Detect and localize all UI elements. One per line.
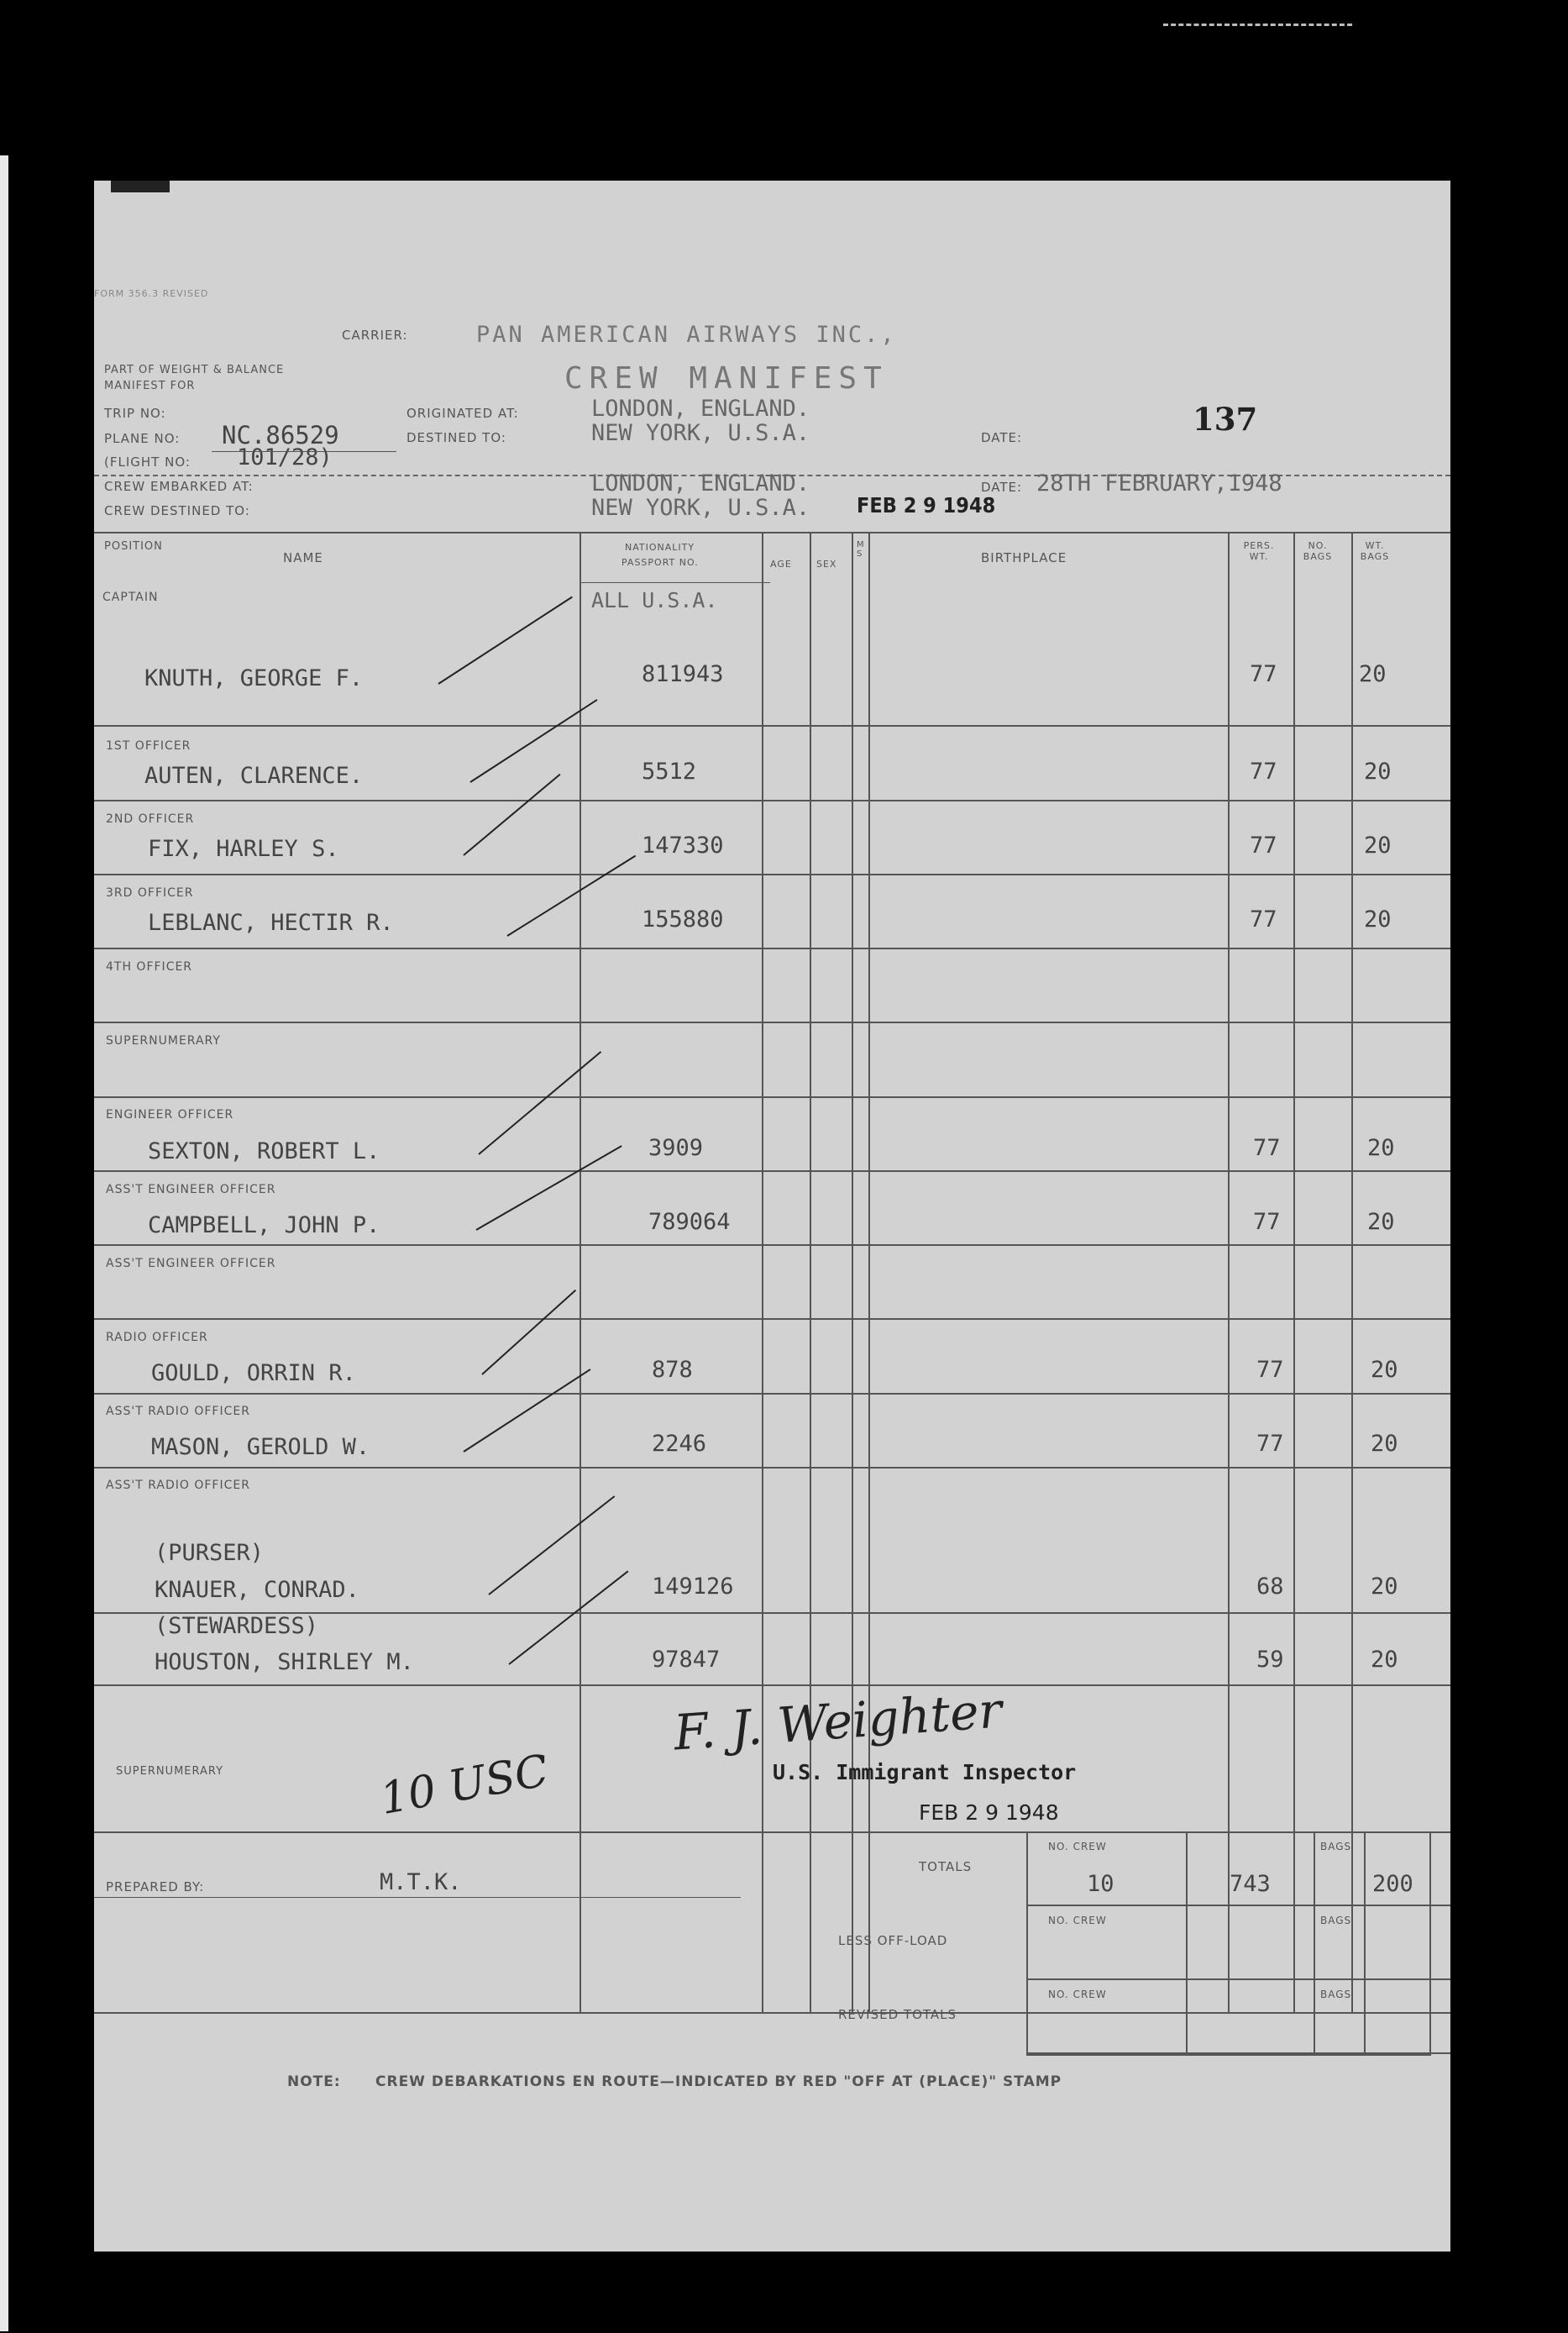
form-number: FORM 356.3 REVISED [94, 288, 209, 299]
position-label: ASS'T ENGINEER OFFICER [106, 1257, 276, 1270]
note-text: CREW DEBARKATIONS EN ROUTE—INDICATED BY RED "OFF AT (PLACE)" STAMP [375, 2073, 1062, 2090]
col-no-bags: NO. BAGS [1303, 540, 1333, 562]
wt-bags: 20 [1359, 661, 1387, 687]
originated: LONDON, ENGLAND. [591, 396, 810, 422]
position-label: CAPTAIN [102, 591, 159, 604]
crew-role: (STEWARDESS) [155, 1613, 319, 1639]
inspector-title: U.S. Immigrant Inspector [773, 1760, 1077, 1784]
prepared-by: M.T.K. [380, 1869, 462, 1895]
check-mark [438, 596, 572, 685]
pers-wt: 77 [1256, 1431, 1284, 1457]
col-position: POSITION [104, 540, 163, 553]
crew-name: AUTEN, CLARENCE. [144, 763, 364, 789]
total-crew: 10 [1087, 1871, 1114, 1897]
no-crew-label: NO. CREW [1048, 1841, 1107, 1852]
film-dashes [1163, 24, 1352, 26]
passport-no: 3909 [648, 1135, 704, 1161]
wt-bags: 20 [1364, 833, 1392, 859]
page-number: 137 [1193, 401, 1258, 438]
passport-no: 147330 [642, 833, 724, 859]
bags-label: BAGS [1320, 1989, 1352, 2000]
col-birthplace: BIRTHPLACE [981, 550, 1067, 565]
col-ms: M S [857, 540, 865, 559]
position-label: 2ND OFFICER [106, 812, 195, 826]
totals-label: TOTALS [919, 1859, 973, 1874]
crew-name: LEBLANC, HECTIR R. [148, 910, 394, 936]
crew-embarked: LONDON, ENGLAND. [591, 470, 810, 497]
revised-totals-label: REVISED TOTALS [838, 2007, 957, 2022]
position-label: ENGINEER OFFICER [106, 1108, 234, 1122]
pers-wt: 77 [1253, 1135, 1281, 1161]
wt-bags: 20 [1367, 1135, 1395, 1161]
originated-label: ORIGINATED AT: [406, 406, 519, 421]
plane-no: NC.86529 [222, 421, 339, 449]
no-crew-label: NO. CREW [1048, 1989, 1107, 2000]
check-mark [463, 774, 560, 856]
passport-no: 97847 [652, 1647, 721, 1673]
inspector-signature: F. J. Weighter [672, 1681, 1004, 1762]
check-mark [488, 1495, 615, 1595]
position-label: SUPERNUMERARY [106, 1034, 221, 1048]
crew-manifest-document [94, 181, 1450, 2252]
destined: NEW YORK, U.S.A. [591, 420, 810, 446]
handwritten-count: 10 USC [376, 1745, 553, 1826]
col-sex: SEX [816, 559, 837, 570]
col-nationality: NATIONALITY [625, 542, 695, 553]
flight-no-label: (FLIGHT NO: [104, 455, 191, 470]
position-label: 1ST OFFICER [106, 739, 191, 753]
plane-no-label: PLANE NO: [104, 431, 181, 446]
trip-no-label: TRIP NO: [104, 406, 166, 421]
passport-no: 789064 [648, 1209, 731, 1235]
col-pers-wt: PERS. WT. [1243, 540, 1275, 562]
carrier-name: PAN AMERICAN AIRWAYS INC., [476, 322, 897, 348]
check-mark [463, 1369, 590, 1453]
position-label: ASS'T RADIO OFFICER [106, 1479, 250, 1492]
crew-name: SEXTON, ROBERT L. [148, 1138, 380, 1164]
less-offload-label: LESS OFF-LOAD [838, 1933, 948, 1948]
total-weight: 743 [1230, 1871, 1271, 1897]
crew-name: KNAUER, CONRAD. [155, 1577, 359, 1603]
position-label: 3RD OFFICER [106, 886, 194, 900]
crew-destined: NEW YORK, U.S.A. [591, 495, 810, 521]
col-name: NAME [283, 550, 323, 565]
pers-wt: 68 [1256, 1574, 1284, 1600]
scan-artifact [111, 181, 170, 192]
totals-box [1026, 1831, 1431, 2056]
pers-wt: 77 [1250, 759, 1277, 785]
check-mark [469, 699, 597, 783]
wt-bags: 20 [1364, 906, 1392, 933]
crew-name: GOULD, ORRIN R. [151, 1360, 356, 1386]
passport-no: 155880 [642, 906, 724, 933]
prepared-by-label: PREPARED BY: [106, 1879, 205, 1894]
wt-bags: 20 [1371, 1647, 1398, 1673]
inspector-date: FEB 2 9 1948 [919, 1800, 1059, 1825]
passport-no: 811943 [642, 661, 724, 687]
flight-no: 101/28) [237, 444, 333, 470]
pers-wt: 77 [1256, 1357, 1284, 1383]
crew-role: (PURSER) [155, 1540, 265, 1566]
passport-no: 878 [652, 1357, 693, 1383]
position-label: RADIO OFFICER [106, 1331, 208, 1344]
wt-bags: 20 [1371, 1574, 1398, 1600]
total-bags: 200 [1372, 1871, 1413, 1897]
check-mark [476, 1145, 622, 1231]
check-mark [506, 855, 636, 937]
col-passport: PASSPORT NO. [621, 557, 699, 568]
crew-name: KNUTH, GEORGE F. [144, 665, 364, 691]
check-mark [508, 1570, 628, 1664]
manifest-title: CREW MANIFEST [564, 361, 889, 396]
bags-label: BAGS [1320, 1915, 1352, 1926]
pers-wt: 59 [1256, 1647, 1284, 1673]
wt-bags: 20 [1364, 759, 1392, 785]
carrier-label: CARRIER: [342, 328, 408, 343]
pers-wt: 77 [1250, 833, 1277, 859]
position-label: ASS'T RADIO OFFICER [106, 1405, 250, 1418]
date2: 28TH FEBRUARY,1948 [1036, 470, 1282, 497]
check-mark [481, 1290, 576, 1375]
crew-name: CAMPBELL, JOHN P. [148, 1212, 380, 1238]
film-edge [0, 155, 8, 2331]
stamp-date: FEB 2 9 1948 [857, 493, 996, 518]
col-wt-bags: WT. BAGS [1360, 540, 1390, 562]
crew-name: FIX, HARLEY S. [148, 836, 339, 862]
position-label: 4TH OFFICER [106, 960, 193, 974]
wt-bags: 20 [1367, 1209, 1395, 1235]
crew-name: HOUSTON, SHIRLEY M. [155, 1649, 414, 1675]
crew-name: MASON, GEROLD W. [151, 1434, 370, 1460]
passport-no: 2246 [652, 1431, 707, 1457]
passport-no: 149126 [652, 1574, 734, 1600]
pers-wt: 77 [1250, 906, 1277, 933]
crew-destined-label: CREW DESTINED TO: [104, 503, 250, 518]
destined-label: DESTINED TO: [406, 430, 506, 445]
position-label: ASS'T ENGINEER OFFICER [106, 1183, 276, 1196]
pers-wt: 77 [1253, 1209, 1281, 1235]
nationality-note: ALL U.S.A. [591, 588, 718, 612]
part-of-label: PART OF WEIGHT & BALANCE [104, 364, 285, 376]
wt-bags: 20 [1371, 1357, 1398, 1383]
check-mark [478, 1051, 601, 1155]
date-label: DATE: [981, 430, 1023, 445]
wt-bags: 20 [1371, 1431, 1398, 1457]
passport-no: 5512 [642, 759, 697, 785]
supernumerary-label: SUPERNUMERARY [116, 1765, 224, 1778]
col-age: AGE [770, 559, 792, 570]
no-crew-label: NO. CREW [1048, 1915, 1107, 1926]
bags-label: BAGS [1320, 1841, 1352, 1852]
manifest-for-label: MANIFEST FOR [104, 380, 196, 392]
note-label: NOTE: [287, 2073, 341, 2090]
crew-embarked-label: CREW EMBARKED AT: [104, 479, 254, 494]
date2-label: DATE: [981, 480, 1023, 495]
pers-wt: 77 [1250, 661, 1277, 687]
